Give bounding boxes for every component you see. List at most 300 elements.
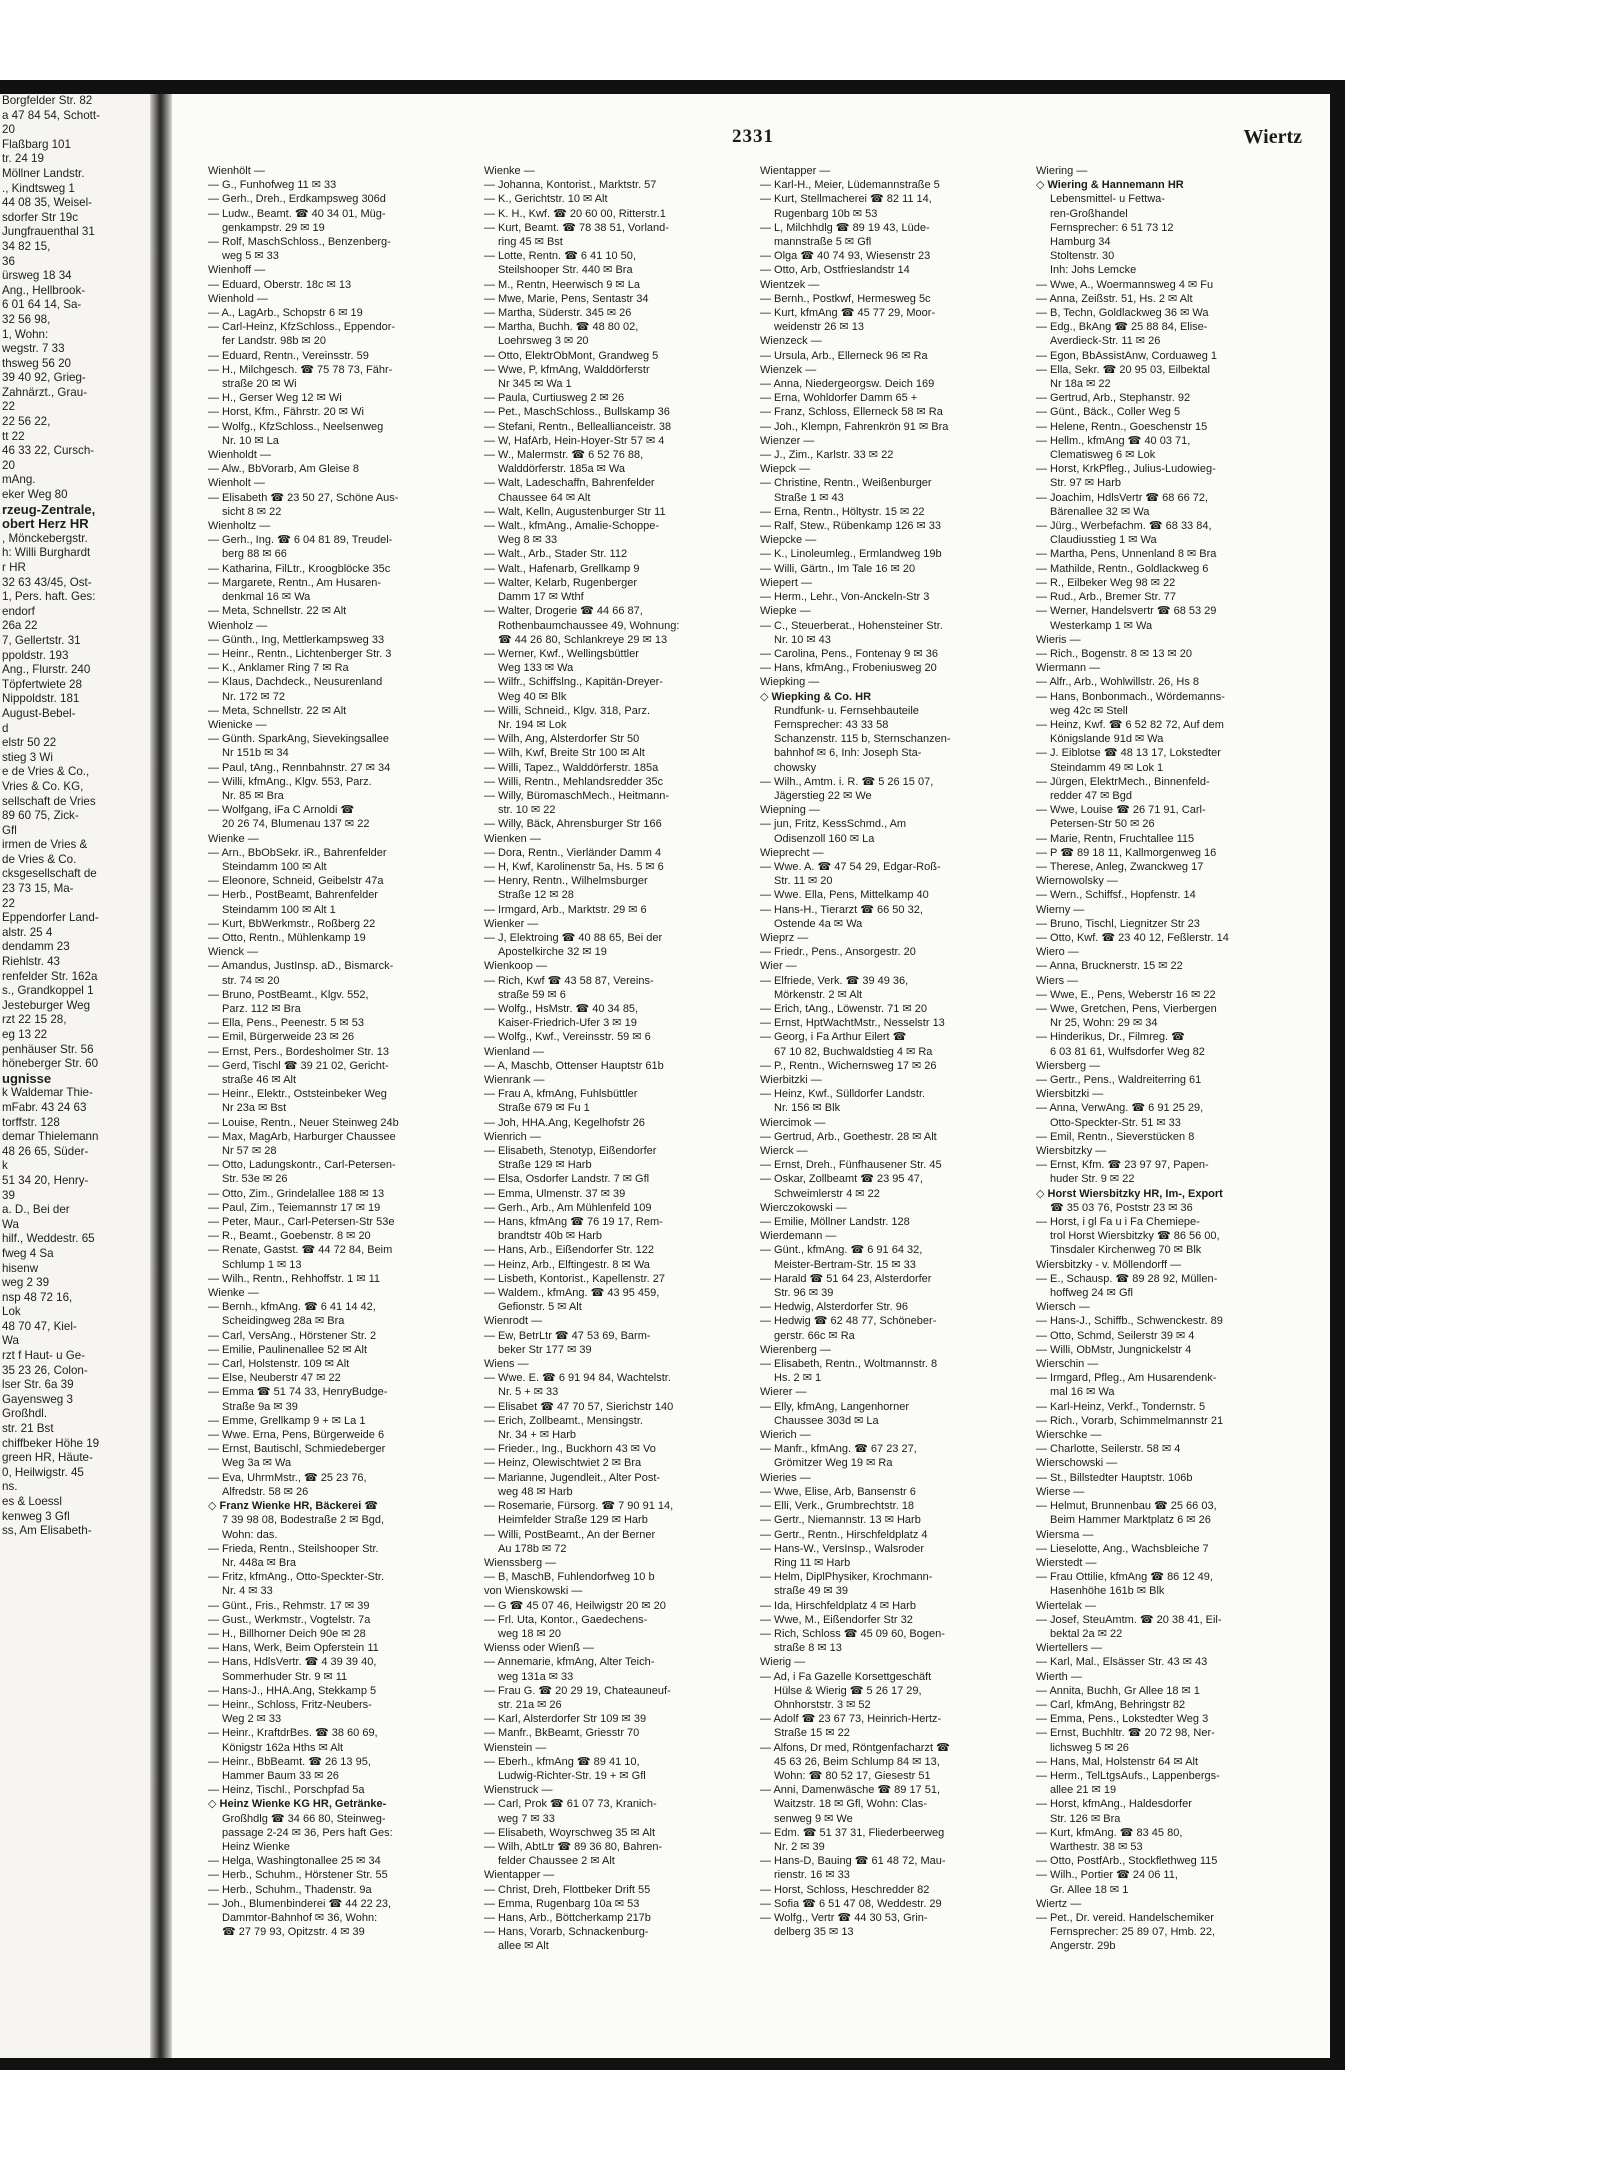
directory-entry: — Rich, Kwf ☎ 43 58 87, Vereins- [484,974,654,987]
directory-entry: — Wilh., Amtm. i. R. ☎ 5 26 15 07, [760,775,934,788]
directory-entry: Wienke — [484,165,535,177]
left-page-line: 32 63 43/45, Ost- [2,575,92,589]
directory-entry: — K., Linoleumleg., Ermlandweg 19b [760,548,942,561]
directory-entry: Wienland — [484,1045,544,1058]
left-page-line: h: Willi Burghardt [2,546,91,560]
directory-entry: — Erich, tAng., Löwenstr. 71 ✉ 20 [760,1002,927,1015]
directory-entry: Wierny — [1036,903,1085,916]
directory-entry: Straße 1 ✉ 43 [774,491,844,504]
directory-entry: — Herm., TelLtgsAufs., Lappenbergs- [1036,1769,1220,1782]
directory-entry: — Peter, Maur., Carl-Petersen-Str 53e [208,1216,395,1229]
directory-entry: — Joh., Blumenbinderei ☎ 44 22 23, [208,1897,392,1910]
left-page-line: rzt f Haut- u Ge- [2,1349,86,1363]
directory-column-1 [208,164,472,2044]
directory-entry: — Otto, Zim., Grindelallee 188 ✉ 13 [208,1187,385,1200]
directory-entry: — Elly, kfmAng, Langenhorner [760,1400,909,1413]
left-page-line: hilf., Weddestr. 65 [2,1232,95,1246]
directory-entry: — Rich, Schloss ☎ 45 09 60, Bogen- [760,1627,945,1640]
directory-entry: — Martha, Buchh. ☎ 48 80 02, [484,321,639,334]
directory-entry: Clematisweg 6 ✉ Lok [1050,449,1156,462]
directory-entry: — Ernst, Buchhltr. ☎ 20 72 98, Ner- [1036,1727,1215,1740]
directory-entry: — Frau Ottilie, kfmAng ☎ 86 12 49, [1036,1571,1213,1584]
left-page-line: renfelder Str. 162a [2,969,98,983]
left-page-line: de Vries & Co. [2,852,77,866]
directory-entry: — Lisbeth, Kontorist., Kapellenstr. 27 [484,1272,665,1285]
directory-entry: bahnhof ✉ 6, Inh: Joseph Sta- [774,747,922,760]
directory-entry: — Wolfg., Vertr ☎ 44 30 53, Grin- [760,1911,928,1924]
left-page-line: wegstr. 7 33 [2,342,65,356]
left-page-line: 34 82 15, [2,239,51,253]
directory-entry: Walddörferstr. 185a ✉ Wa [498,463,626,476]
directory-entry: — Carl, Holstenstr. 109 ✉ Alt [208,1358,350,1371]
left-page-line: 44 08 35, Weisel- [2,196,93,210]
directory-entry: — Anni, Damenwäsche ☎ 89 17 51, [760,1784,941,1797]
directory-entry: — Bernh., Postkwf, Hermesweg 5c [760,292,931,305]
directory-entry: Str. 126 ✉ Bra [1050,1812,1121,1825]
directory-entry: Lebensmittel- u Fettwa- [1050,193,1165,206]
directory-entry: — Erich, Zollbeamt., Mensingstr. [484,1414,643,1427]
left-page-line: endorf [2,604,35,618]
directory-entry: Nr. 194 ✉ Lok [498,718,567,731]
directory-entry: Nr 151b ✉ 34 [222,747,289,760]
directory-entry: — Wwe. E. ☎ 6 91 94 84, Wachtelstr. [484,1372,671,1385]
directory-entry: Wiersberg — [1036,1059,1101,1072]
directory-entry: brandtstr 40b ✉ Harb [498,1230,602,1243]
directory-entry: Alfredstr. 58 ✉ 26 [222,1485,309,1498]
directory-entry: Nr 345 ✉ Wa 1 [498,378,572,391]
directory-entry: Wierschke — [1036,1429,1102,1442]
left-page-line: 51 34 20, Henry- [2,1173,89,1187]
directory-entry: — Herm., Lehr., Von-Anckeln-Str 3 [760,591,930,604]
directory-entry: — Emilie, Paulinenallee 52 ✉ Alt [208,1343,368,1356]
directory-entry: — Heinr., Rentn., Lichtenberger Str. 3 [208,647,392,660]
directory-entry: — Wilh., Rentn., Rehhoffstr. 1 ✉ 11 [208,1272,381,1285]
directory-entry: — J. Eiblotse ☎ 48 13 17, Lokstedter [1036,747,1221,760]
directory-entry: — Gerh., Arb., Am Mühlenfeld 109 [484,1201,652,1214]
directory-entry: — Frl. Uta, Kontor., Gaedechens- [484,1613,648,1626]
directory-entry: — Harald ☎ 51 64 23, Alsterdorfer [760,1272,932,1285]
directory-entry: — Joachim, HdlsVertr ☎ 68 66 72, [1036,491,1209,504]
directory-entry: — Emilie, Möllner Landstr. 128 [760,1216,910,1229]
directory-entry: Wiersbitzki — [1036,1088,1104,1101]
directory-entry: — Rich., Vorarb, Schimmelmannstr 21 [1036,1414,1224,1427]
directory-entry: Wienhölt — [208,165,265,177]
left-page-line: fweg 4 Sa [2,1246,54,1260]
directory-entry: — Heinr., Elektr., Oststeinbeker Weg [208,1088,387,1101]
directory-entry: delberg 35 ✉ 13 [774,1926,854,1939]
directory-entry: — Frau G. ☎ 20 29 19, Chateauneuf- [484,1684,671,1697]
directory-entry: — Hans-D, Bauing ☎ 61 48 72, Mau- [760,1855,946,1868]
directory-entry: mannstraße 5 ✉ Gfl [774,236,872,249]
directory-column-4 [1036,164,1300,2044]
directory-entry: Wienstruck — [484,1784,553,1797]
directory-entry: — Gerh., Dreh., Erdkampsweg 306d [208,193,386,206]
directory-entry: ☎ 44 26 80, Schlankreye 29 ✉ 13 [498,633,668,646]
left-page-line: 35 23 26, Colon- [2,1363,88,1377]
directory-entry: — Gertr., Rentn., Hirschfeldplatz 4 [760,1528,928,1541]
directory-entry: — Arn., BbObSekr. iR., Bahrenfelder [208,846,387,859]
directory-entry: — Ralf, Stew., Rübenkamp 126 ✉ 33 [760,520,942,533]
directory-entry: — Emma ☎ 51 74 33, HenryBudge- [208,1386,388,1399]
running-head: Wiertz [1243,126,1302,148]
scan-margin-right [1345,80,1600,2070]
directory-entry: — Franz, Schloss, Ellerneck 58 ✉ Ra [760,406,943,419]
directory-entry: — Dora, Rentn., Vierländer Damm 4 [484,846,662,859]
directory-entry: Nr. 5 + ✉ 33 [498,1386,559,1399]
directory-entry: — Stefani, Rentn., Belleallianceistr. 38 [484,420,672,433]
directory-entry: — Sofia ☎ 6 51 47 08, Weddestr. 29 [760,1897,942,1910]
directory-entry: Fernsprecher: 25 89 07, Hmb. 22, [1050,1926,1216,1939]
directory-entry: — Wwe, P, kfmAng, Walddörferstr [484,363,650,376]
directory-entry: Nr 25, Wohn: 29 ✉ 34 [1050,1017,1158,1030]
directory-entry: — Wwe. Erna, Pens, Bürgerweide 6 [208,1429,385,1442]
directory-entry: 67 10 82, Buchwaldstieg 4 ✉ Ra [774,1045,933,1058]
left-page-line: obert Herz HR [2,516,89,532]
directory-entry: Wiepke — [760,605,811,618]
left-page-line: lser Str. 6a 39 [2,1378,74,1392]
directory-entry: — Alfons, Dr med, Röntgenfacharzt ☎ [760,1741,950,1754]
directory-entry: — Max, MagArb, Harburger Chaussee [208,1130,396,1143]
directory-entry: — Ernst, Kfm. ☎ 23 97 97, Papen- [1036,1159,1209,1172]
left-page-line: 0, Heilwigstr. 45 [2,1465,84,1479]
directory-entry: — A., LagArb., Schopstr 6 ✉ 19 [208,307,363,320]
directory-entry: — Rich., Bogenstr. 8 ✉ 13 ✉ 20 [1036,647,1193,660]
directory-entry: weg 42c ✉ Stell [1050,704,1128,717]
directory-entry: — P ☎ 89 18 11, Kallmorgenweg 16 [1036,846,1217,859]
directory-entry: — Wilfr., Schiffslng., Kapitän-Dreyer- [484,676,663,689]
directory-entry: — Hedwig, Alsterdorfer Str. 96 [760,1301,908,1314]
directory-entry: Nr. 448a ✉ Bra [222,1556,297,1569]
directory-entry: Wienhoff — [208,264,266,277]
directory-entry: ◇ Wiepking & Co. HR [760,690,872,703]
directory-entry: — Kurt, Stellmacherei ☎ 82 11 14, [760,193,932,206]
left-page-line: 1, Pers. haft. Ges: [2,590,96,604]
directory-entry: gerstr. 66c ✉ Ra [774,1329,855,1342]
directory-entry: — Klaus, Dachdeck., Neusurenland [208,676,383,689]
directory-entry: weg 5 ✉ 33 [222,250,279,263]
directory-entry: — Pet., Dr. vereid. Handelschemiker [1036,1911,1214,1924]
left-page-line: 20 [2,123,15,137]
directory-entry: Bärenallee 32 ✉ Wa [1050,505,1150,518]
directory-entry: — Walt, Kelln, Augustenburger Str 11 [484,505,666,518]
directory-entry: — A, Maschb, Ottenser Hauptstr 61b [484,1059,664,1072]
directory-entry: — Henry, Rentn., Wilhelmsburger [484,875,648,888]
directory-entry: — Irmgard, Arb., Marktstr. 29 ✉ 6 [484,903,647,916]
directory-entry: Wienzek — [760,363,817,376]
directory-entry: — Martha, Pens, Unnenland 8 ✉ Bra [1036,548,1217,561]
directory-entry: — Karl-Heinz, Verkf., Tondernstr. 5 [1036,1400,1206,1413]
directory-entry: — Hans, Vorarb, Schnackenburg- [484,1926,649,1939]
directory-entry: bektal 2a ✉ 22 [1050,1627,1123,1640]
left-page-line: Flaßbarg 101 [2,137,71,151]
directory-entry: — Walter, Kelarb, Rugenberger [484,576,638,589]
directory-entry: — Alfr., Arb., Wohlwillstr. 26, Hs 8 [1036,676,1200,689]
directory-entry: — Ad, i Fa Gazelle Korsettgeschäft [760,1670,932,1683]
left-page-line: tr. 24 19 [2,152,44,166]
directory-entry: weg 48 ✉ Harb [498,1485,573,1498]
directory-entry: Steindamm 49 ✉ Lok 1 [1050,761,1164,774]
left-page-line: cksgesellschaft de [2,867,97,881]
directory-entry: Wiernowolsky — [1036,875,1118,888]
directory-entry: 7 39 98 08, Bodestraße 2 ✉ Bgd, [222,1514,385,1527]
directory-entry: Wiersbitzky - v. Möllendorff — [1036,1258,1182,1271]
left-page-line: ürsweg 18 34 [2,269,72,283]
left-page-line: 32 56 98, [2,312,51,326]
directory-entry: Otto-Speckter-Str. 51 ✉ 33 [1050,1116,1181,1129]
directory-entry: genkampstr. 29 ✉ 19 [222,221,325,234]
directory-entry: — Edg., BkAng ☎ 25 88 84, Elise- [1036,321,1208,334]
directory-entry: Fernsprecher: 6 51 73 12 [1050,221,1174,234]
directory-entry: — Irmgard, Pfleg., Am Husarendenk- [1036,1372,1217,1385]
directory-entry: — Louise, Rentn., Neuer Steinweg 24b [208,1116,399,1129]
left-page-line: 36 [2,254,15,268]
directory-entry: — Hans, Werk, Beim Opferstein 11 [208,1642,379,1655]
directory-entry: — Eleonore, Schneid, Geibelstr 47a [208,875,384,888]
directory-entry: — jun, Fritz, KessSchmd., Am [760,818,907,831]
left-page-line: sdorfer Str 19c [2,210,79,224]
directory-entry: — Hedwig ☎ 62 48 77, Schöneber- [760,1315,937,1328]
directory-entry: — Walt, Ladeschaffn, Bahrenfelder [484,477,655,490]
directory-entry: Wierenberg — [760,1343,831,1356]
directory-entry: — Frau A, kfmAng, Fuhlsbüttler [484,1088,638,1101]
directory-entry: — Joh, HHA.Ang, Kegelhofstr 26 [484,1116,645,1129]
directory-entry: Wiersbitzky — [1036,1145,1107,1158]
directory-entry: Großhdlg ☎ 34 66 80, Steinweg- [222,1812,386,1825]
directory-entry: Nr. 4 ✉ 33 [222,1585,273,1598]
directory-entry: Rothenbaumchaussee 49, Wohnung: [498,619,680,632]
directory-entry: — Otto, Rentn., Mühlenkamp 19 [208,931,366,944]
directory-entry: Gefionstr. 5 ✉ Alt [498,1301,582,1314]
directory-entry: — Jürg., Werbefachm. ☎ 68 33 84, [1036,520,1212,533]
directory-entry: — Elisabet ☎ 47 70 57, Sierichstr 140 [484,1400,674,1413]
directory-column-2 [484,164,748,2044]
left-page-line: Töpfertwiete 28 [2,677,82,691]
directory-entry: Hammer Baum 33 ✉ 26 [222,1769,339,1782]
left-page-line: elstr 50 22 [2,736,57,750]
directory-entry: Straße 679 ✉ Fu 1 [498,1102,590,1115]
directory-entry: Sommerhuder Str. 9 ✉ 11 [222,1670,348,1683]
directory-entry: — Lieselotte, Ang., Wachsbleiche 7 [1036,1542,1209,1555]
directory-entry: — Werner, Handelsvertr ☎ 68 53 29 [1036,605,1217,618]
directory-entry: — Wwe, Gretchen, Pens, Vierbergen [1036,1002,1217,1015]
directory-entry: — Hinderikus, Dr., Filmreg. ☎ [1036,1031,1185,1044]
left-page-line: 39 [2,1188,15,1202]
directory-entry: — Hans, kfmAng ☎ 76 19 17, Rem- [484,1216,663,1229]
directory-entry: — Emme, Grellkamp 9 + ✉ La 1 [208,1414,366,1427]
directory-entry: — Horst, i gl Fa u i Fa Chemiepe- [1036,1216,1200,1229]
directory-entry: ◇ Franz Wienke HR, Bäckerei ☎ [208,1500,379,1513]
directory-entry: Wierbitzki — [760,1074,822,1086]
left-page-line: Nippoldstr. 181 [2,692,80,706]
directory-entry: — Martha, Süderstr. 345 ✉ 26 [484,307,632,320]
directory-entry: chowsky [774,761,817,774]
left-page-line: chiffbeker Höhe 19 [2,1436,100,1450]
directory-entry: — Annita, Buchh, Gr Allee 18 ✉ 1 [1036,1684,1200,1697]
directory-entry: Ohnhorststr. 3 ✉ 52 [774,1698,871,1711]
directory-entry: — Ernst, Bautischl, Schmiedeberger [208,1443,386,1456]
directory-entry: Wienssberg — [484,1556,557,1569]
directory-entry: Wierer — [760,1386,807,1399]
left-page-line: e de Vries & Co., [2,765,90,779]
directory-entry: — Hans, Arb., Eißendorfer Str. 122 [484,1244,654,1257]
directory-entry: — Carl-Heinz, KfzSchloss., Eppendor- [208,321,396,334]
left-page-line: 22 [2,896,15,910]
directory-entry: Chaussee 64 ✉ Alt [498,491,591,504]
left-page-line: a 47 84 54, Schott- [2,108,100,122]
directory-entry: — Ida, Hirschfeldplatz 4 ✉ Harb [760,1599,916,1612]
directory-entry: Wientapper — [760,165,831,177]
directory-entry: Schanzenstr. 115 b, Sternschanzen- [774,733,951,746]
directory-entry: ren-Großhandel [1050,207,1128,220]
directory-entry: — Heinr., Schloss, Fritz-Neubers- [208,1698,372,1711]
directory-entry: — Elisabeth, Woyrschweg 35 ✉ Alt [484,1826,656,1839]
directory-entry: Wienhold — [208,292,268,305]
directory-entry: Scheidingweg 28a ✉ Bra [222,1315,345,1328]
directory-entry: Str. 53e ✉ 26 [222,1173,288,1186]
directory-entry: — Marianne, Jugendleit., Alter Post- [484,1471,661,1484]
directory-entry: — Wwe, A., Woermannsweg 4 ✉ Fu [1036,278,1214,291]
directory-page [172,94,1330,2058]
directory-entry: — Wolfg., Kwf., Vereinsstr. 59 ✉ 6 [484,1031,651,1044]
left-page-line: tt 22 [2,429,25,443]
directory-entry: — Eberh., kfmAng ☎ 89 41 10, [484,1755,640,1768]
directory-entry: — Hans, HdlsVertr. ☎ 4 39 39 40, [208,1656,377,1669]
directory-entry: — Hans-H., Tierarzt ☎ 66 50 32, [760,903,923,916]
directory-entry: — C., Steuerberat., Hohensteiner Str. [760,619,943,632]
directory-entry: straße 49 ✉ 39 [774,1585,849,1598]
directory-entry: mal 16 ✉ Wa [1050,1386,1115,1399]
directory-entry: — Hans, Mal, Holstenstr 64 ✉ Alt [1036,1755,1199,1768]
directory-entry: — Marie, Rentn, Fruchtallee 115 [1036,832,1195,845]
directory-entry: Wienstein — [484,1741,547,1754]
directory-entry: Wiero — [1036,946,1079,959]
directory-entry: Wiers — [1036,974,1079,987]
directory-entry: — Katharina, FilLtr., Kroogblöcke 35c [208,562,391,575]
left-page-line: 7, Gellertstr. 31 [2,633,81,647]
left-page-line: ss, Am Elisabeth- [2,1524,92,1538]
directory-entry: Wieris — [1036,633,1081,646]
directory-entry: Wohn: ☎ 80 52 17, Giesestr 51 [774,1769,931,1782]
directory-entry: Damm 17 ✉ Wthf [498,591,584,604]
left-page-line: , Mönckebergstr. [2,531,88,545]
directory-entry: straße 8 ✉ 13 [774,1642,842,1655]
directory-entry: — Adolf ☎ 23 67 73, Heinrich-Hertz- [760,1713,942,1726]
directory-entry: — Wern., Schiffsf., Hopfenstr. 14 [1036,889,1196,902]
directory-entry: — Heinz, Kwf., Sülldorfer Landstr. [760,1088,926,1101]
directory-entry: Grömitzer Weg 19 ✉ Ra [774,1457,893,1470]
directory-entry: — Annemarie, kfmAng, Alter Teich- [484,1656,655,1669]
directory-entry: Wienrank — [484,1074,545,1086]
directory-entry: beker Str 177 ✉ 39 [498,1343,592,1356]
directory-entry: — Elfriede, Verk. ☎ 39 49 36, [760,974,909,987]
directory-entry: — Gerd, Tischl ☎ 39 21 02, Gericht- [208,1059,389,1072]
directory-entry: — Günth. SparkAng, Sievekingsallee [208,733,389,746]
directory-entry: Wienrodt — [484,1315,543,1328]
scan-frame-top [0,80,1345,94]
directory-entry: Inh: Johs Lemcke [1050,264,1137,277]
left-page-line: rzt 22 15 28, [2,1013,67,1027]
directory-entry: Weg 3a ✉ Wa [222,1457,292,1470]
directory-entry: — Otto, PostfArb., Stockflethweg 115 [1036,1855,1218,1868]
directory-entry: Wienck — [208,946,259,959]
left-page-line: Zahnärzt., Grau- [2,385,88,399]
directory-entry: — Carl, Prok ☎ 61 07 73, Kranich- [484,1798,657,1811]
directory-entry: — H., Milchgesch. ☎ 75 78 73, Fähr- [208,363,393,376]
directory-entry: — Hans-J., HHA.Ang, Stekkamp 5 [208,1684,377,1697]
left-page-line: eg 13 22 [2,1028,48,1041]
left-page-line: sellschaft de Vries [2,794,96,808]
directory-entry: Apostelkirche 32 ✉ 19 [498,946,607,959]
directory-entry: Wierdemann — [760,1230,837,1243]
directory-entry: — Hans, Arb., Böttcherkamp 217b [484,1911,651,1924]
directory-entry: rienstr. 16 ✉ 33 [774,1869,850,1882]
left-page-line: 22 56 22, [2,415,51,429]
directory-entry: — Helga, Washingtonallee 25 ✉ 34 [208,1855,381,1868]
directory-entry: Schlump 1 ✉ 13 [222,1258,302,1271]
directory-entry: Kaiser-Friedrich-Ufer 3 ✉ 19 [498,1017,637,1030]
directory-entry: — Kurt, BbWerkmstr., Roßberg 22 [208,917,376,930]
directory-entry: — Gertr., Niemannstr. 13 ✉ Harb [760,1514,921,1527]
left-page-line: eker Weg 80 [2,488,68,502]
directory-entry: Str. 96 ✉ 39 [774,1287,834,1300]
page-header [172,126,1330,156]
directory-entry: ◇ Heinz Wienke KG HR, Getränke- [208,1798,387,1811]
directory-entry: Straße 12 ✉ 28 [498,889,574,902]
directory-entry: — Willi, Tapez., Walddörferstr. 185a [484,761,659,774]
directory-entry: — Emma, Rugenbarg 10a ✉ 53 [484,1897,640,1910]
directory-entry: Tinsdaler Kirchenweg 70 ✉ Blk [1050,1244,1202,1257]
directory-entry: — Mwe, Marie, Pens, Sentastr 34 [484,292,649,305]
directory-entry: Waitzstr. 18 ✉ Gfl, Wohn: Clas- [774,1798,927,1811]
left-page-line: 89 60 75, Zick- [2,809,79,823]
directory-entry: Wienss oder Wienß — [484,1642,595,1655]
directory-entry: — Ernst, Pers., Bordesholmer Str. 13 [208,1045,389,1058]
directory-entry: Wierig — [760,1656,806,1669]
left-page-line: d [2,721,9,735]
directory-entry: — R., Eilbeker Weg 98 ✉ 22 [1036,576,1176,589]
directory-entry: — Günt., Bäck., Coller Weg 5 [1036,406,1181,419]
directory-entry: Wienke — [208,832,259,845]
directory-entry: — Mathilde, Rentn., Goldlackweg 6 [1036,562,1209,575]
directory-entry: — Ursula, Arb., Ellerneck 96 ✉ Ra [760,349,928,362]
directory-entry: Wienholz — [208,619,268,632]
scan-frame-right [1330,80,1345,2070]
directory-entry: str. 21a ✉ 26 [498,1698,562,1711]
directory-entry: — Walt., kfmAng., Amalie-Schoppe- [484,520,660,533]
directory-entry: — Erna, Rentn., Höltystr. 15 ✉ 22 [760,505,925,518]
directory-entry: Averdieck-Str. 11 ✉ 26 [1050,335,1161,348]
directory-entry: — Otto, Schmd, Seilerstr 39 ✉ 4 [1036,1329,1195,1342]
directory-entry: — Kurt, kfmAng. ☎ 83 45 80, [1036,1826,1183,1839]
directory-entry: Wiens — [484,1358,529,1371]
directory-entry: — Willi, ObMstr, Jungnickelstr 4 [1036,1343,1192,1356]
left-page-line: dendamm 23 [2,940,70,954]
directory-entry: — Ew, BetrLtr ☎ 47 53 69, Barm- [484,1329,651,1342]
directory-entry: — J., Zim., Karlstr. 33 ✉ 22 [760,449,894,462]
directory-entry: — K., Gerichtstr. 10 ✉ Alt [484,193,608,206]
directory-entry: passage 2-24 ✉ 36, Pers haft Ges: [222,1826,393,1839]
directory-entry: — Gertrud, Arb., Goethestr. 28 ✉ Alt [760,1130,937,1143]
directory-entry: Wienke — [208,1287,259,1300]
directory-entry: — W, HafArb, Hein-Hoyer-Str 57 ✉ 4 [484,434,665,447]
left-page-line: alstr. 25 4 [2,925,53,939]
left-page-line: k Waldemar Thie- [2,1086,93,1100]
directory-entry: Wiepcke — [760,534,817,547]
directory-entry: Wienrich — [484,1130,541,1143]
directory-entry: Nr. 10 ✉ 43 [774,633,831,646]
directory-entry: Wientapper — [484,1869,555,1882]
directory-entry: Heimfelder Straße 129 ✉ Harb [498,1514,648,1527]
